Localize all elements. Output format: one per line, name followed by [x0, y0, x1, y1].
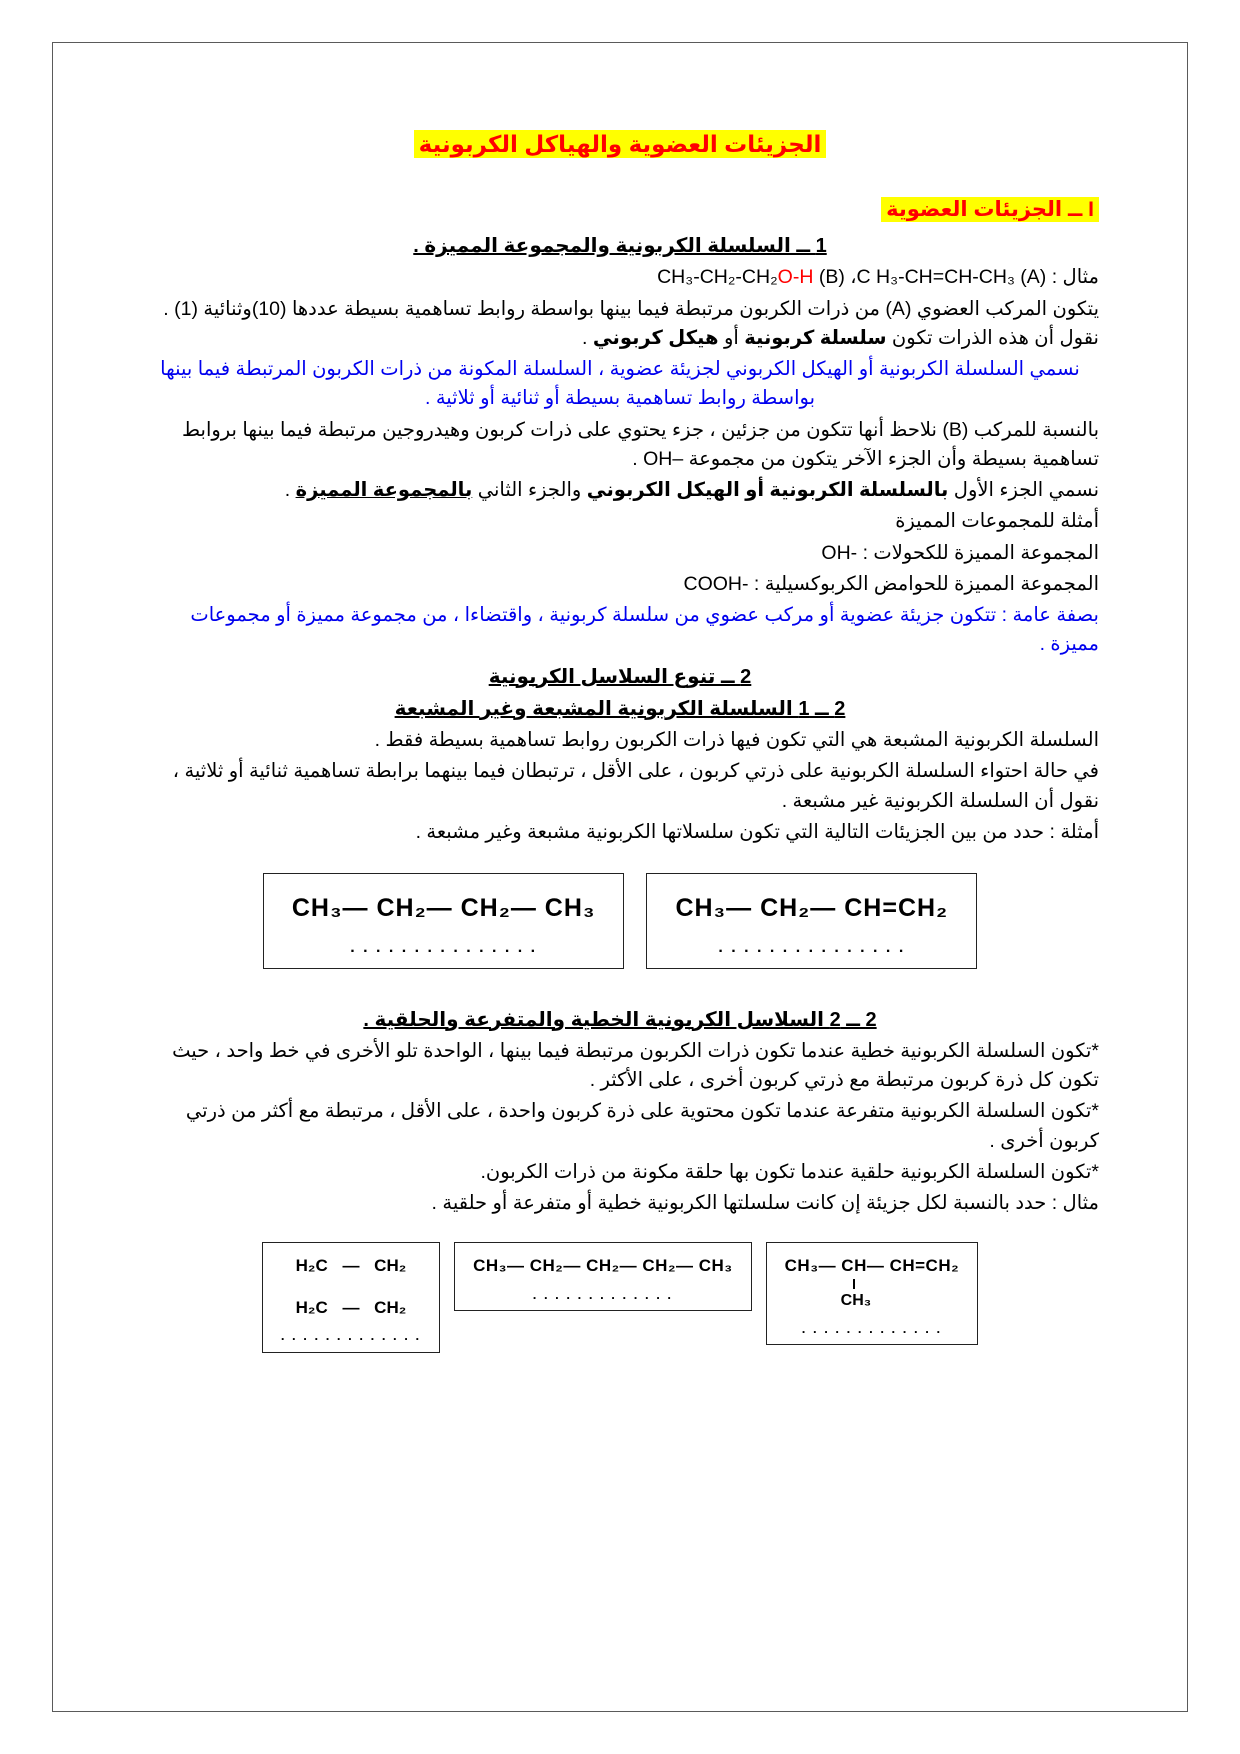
title-row — [141, 127, 1099, 162]
unsaturated-chain-definition: في حالة احتواء السلسلة الكربونية على ذرتي كربون ، على الأقل ، ترتبطان فيما بينهما برابطة تساهمية ثنائية أو ثلاثية ، نقول أن السلسلة الكربونية غير مشبعة . — [172, 760, 1099, 812]
section-2-1-heading: 2 ــ 1 السلسلة الكربونية المشبعة وغير المشبعة — [394, 697, 846, 720]
paragraph-carbon-chain-definition — [141, 295, 1099, 354]
example-formulas-line — [141, 263, 1099, 292]
p1-text-3: . — [581, 326, 593, 349]
section-1-heading-row — [141, 194, 1099, 226]
paragraph-compound-B — [141, 416, 1099, 475]
section-2-2-heading: 2 ــ 2 السلاسل الكربونية الخطية والمتفرعة والحلقية . — [363, 1008, 877, 1031]
methyl-branch — [837, 1279, 960, 1313]
alcohol-group-label: المجموعة المميزة للكحولات : — [857, 541, 1099, 564]
branch-bond-line — [853, 1279, 855, 1289]
classification-example-prompt: مثال : حدد بالنسبة لكل جزيئة إن كانت سلسلتها الكربونية خطية أو متفرعة أو حلقية . — [431, 1192, 1099, 1214]
methylbutene-answer-dots: . . . . . . . . . . . . . — [801, 1320, 943, 1336]
cyclobutane-row-2: H₂C — CH₂ — [295, 1297, 407, 1317]
pentane-formula: CH₃— CH₂— CH₂— CH₂— CH₃ — [473, 1256, 733, 1276]
section-2-heading: 2 ــ تنوع السلاسل الكربونية — [488, 665, 752, 688]
cyclic-chain-definition: *تكون السلسلة الكربونية حلقية عندما تكون بها حلقة مكونة من ذرات الكربون. — [480, 1160, 1099, 1183]
document-title: الجزيئات العضوية والهياكل الكربونية — [414, 130, 827, 158]
saturation-examples-prompt: أمثلة : حدد من بين الجزيئات التالية التي تكون سلسلاتها الكربونية مشبعة وغير مشبعة . — [415, 820, 1099, 843]
alcohol-group-line — [141, 539, 1099, 568]
section-2-2-heading-row — [141, 1005, 1099, 1035]
cooh-formula: COOH- — [683, 572, 749, 595]
p4-bold-functional-group: بالمجموعة المميزة — [295, 479, 473, 501]
structure-boxes-row-1 — [141, 873, 1099, 969]
section-1-heading: I ــ الجزيئات العضوية — [881, 197, 1099, 222]
subsection-1-1-heading: 1 ــ السلسلة الكربونية والمجموعة المميزة . — [413, 235, 827, 257]
saturated-chain-definition: السلسلة الكربونية المشبعة هي التي تكون فيها ذرات الكربون روابط تساهمية بسيطة فقط . — [374, 729, 1099, 751]
p4-text-3: . — [284, 479, 296, 501]
formula-separator: ، — [844, 266, 857, 289]
structure-box-butane — [263, 873, 625, 969]
p1-bold-carbon-skeleton: هيكل كربوني — [592, 326, 719, 349]
p1-text-1: يتكون المركب العضوي (A) من ذرات الكربون مرتبطة فيما بينها بواسطة روابط تساهمية بسيطة عددها (10)وثنائية (1) . نقول أن هذه الذرات تكون — [163, 297, 1099, 349]
formula-B-chain: CH₃-CH₂-CH₂ — [657, 266, 778, 289]
paragraph-part-naming — [141, 476, 1099, 505]
branched-chain-definition: *تكون السلسلة الكربونية متفرعة عندما تكون محتوية على ذرة كربون واحدة ، على الأقل ، مرتبطة مع أكثر من ذرتي كربون أخرى . — [185, 1100, 1099, 1152]
butene-formula: CH₃— CH₂— CH=CH₂ — [675, 894, 949, 922]
formula-B — [657, 266, 845, 288]
blue-definition-carbon-chain: نسمي السلسلة الكربونية أو الهيكل الكربوني لجزيئة عضوية ، السلسلة المكونة من ذرات الكربون المرتبطة فيما بينها بواسطة روابط تساهمية بسيطة أو ثنائية أو ثلاثية . — [160, 358, 1080, 410]
butane-formula: CH₃— CH₂— CH₂— CH₃ — [291, 894, 596, 922]
carboxylic-group-label: المجموعة المميزة للحوامض الكربوكسيلية : — [748, 572, 1099, 595]
document-content — [53, 43, 1187, 1353]
p4-bold-chain-or-skeleton: بالسلسلة الكربونية أو الهيكل الكربوني — [586, 479, 949, 501]
methylbutene-main-formula: CH₃— CH— CH=CH₂ — [784, 1256, 960, 1276]
section-2-heading-row — [141, 662, 1099, 692]
page-border-frame — [52, 42, 1188, 1712]
formula-B-tag: (B) — [813, 266, 845, 289]
functional-groups-examples-title: أمثلة للمجموعات المميزة — [895, 510, 1099, 533]
p1-text-2: أو — [718, 326, 745, 349]
cyclobutane-answer-dots: . . . . . . . . . . . . . — [280, 1328, 422, 1344]
butane-answer-dots: . . . . . . . . . . . . . . . — [350, 938, 538, 956]
p3-text: بالنسبة للمركب (B) نلاحظ أنها تتكون من جزئين ، جزء يحتوي على ذرات كربون وهيدروجين مرتبطة فيما بينها بروابط تساهمية بسيطة وأن الجزء الآخر يتكون من مجموعة — [182, 418, 1099, 470]
p3-end: . — [632, 447, 644, 470]
subsection-1-1-heading-row — [141, 231, 1099, 261]
blue-general-rule: بصفة عامة : تتكون جزيئة عضوية أو مركب عضوي من سلسلة كربونية ، واقتضاءا ، من مجموعة مميزة أو مجموعات مميزة . — [190, 604, 1099, 656]
structure-box-pentane — [454, 1242, 752, 1311]
cyclobutane-row-1: H₂C — CH₂ — [295, 1256, 407, 1276]
pentane-answer-dots: . . . . . . . . . . . . . — [532, 1286, 674, 1302]
section-2-1-heading-row — [141, 694, 1099, 724]
formula-A: C H₃-CH=CH-CH₃ (A) — [856, 266, 1047, 289]
methyl-branch-label: CH₃ — [840, 1291, 872, 1309]
structure-box-cyclobutane — [262, 1242, 440, 1353]
linear-chain-definition: *تكون السلسلة الكربونية خطية عندما تكون ذرات الكربون مرتبطة فيما بينها ، الواحدة تلو الأخرى في خط واحد ، حيث تكون كل ذرة كربون مرتبطة مع ذرتي كربون أخرى ، على الأكثر . — [172, 1039, 1099, 1091]
structure-box-methylbutene — [766, 1242, 979, 1345]
oh-formula: OH- — [821, 541, 858, 564]
structure-boxes-row-2 — [141, 1242, 1099, 1353]
example-label: مثال : — [1046, 266, 1099, 289]
p4-text-2: والجزء الثاني — [472, 479, 587, 501]
p1-bold-carbon-chain: سلسلة كربونية — [744, 326, 887, 349]
formula-B-hydroxyl: O-H — [777, 266, 814, 289]
butene-answer-dots: . . . . . . . . . . . . . . . — [718, 938, 906, 956]
carboxylic-group-line — [141, 570, 1099, 599]
p4-text-1: نسمي الجزء الأول — [948, 479, 1099, 501]
structure-box-butene — [646, 873, 977, 969]
oh-group-inline: OH– — [643, 447, 684, 470]
